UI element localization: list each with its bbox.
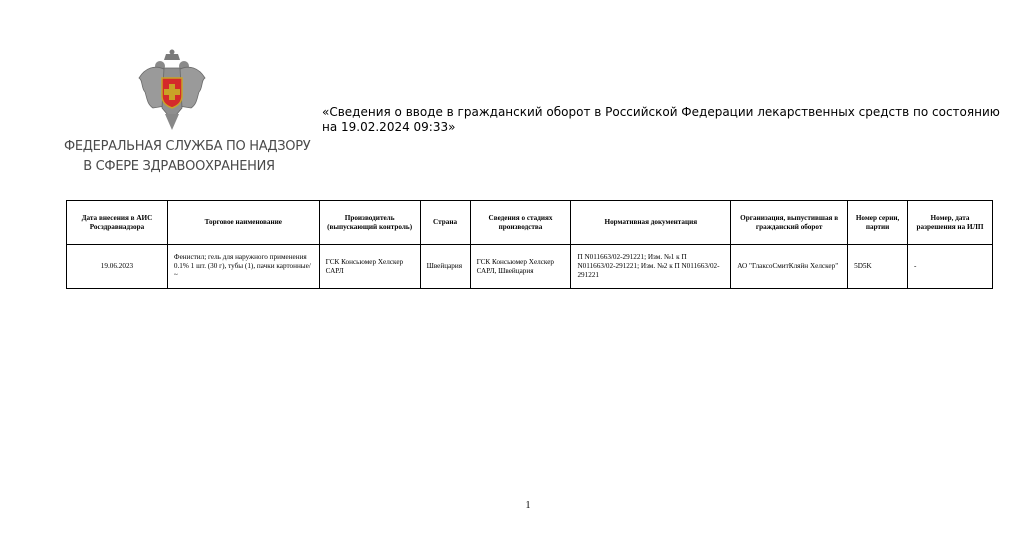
- cell-trade-name: Фенистил; гель для наружного применения 0.1% 1 шт. (30 г), тубы (1), пачки картонные/ ~: [167, 245, 319, 289]
- org-name: [64, 137, 311, 177]
- column-header-organization: Организация, выпустившая в гражданский оборот: [731, 201, 848, 245]
- roszdravnadzor-emblem-icon: [137, 48, 207, 133]
- report-title: «Сведения о вводе в гражданский оборот в Российской Федерации лекарственных средств по состоянию на 19.02.2024 09:33»: [322, 105, 1000, 134]
- page-number: 1: [525, 500, 531, 511]
- cell-date: 19.06.2023: [67, 245, 168, 289]
- column-header-permit: Номер, дата разрешения на ИЛП: [908, 201, 993, 245]
- cell-production-stages: ГСК Консьюмер Хелскер САРЛ, Швейцария: [470, 245, 571, 289]
- column-header-manufacturer: Производитель (выпускающий контроль): [319, 201, 420, 245]
- cell-batch-number: 5D5K: [848, 245, 908, 289]
- cell-organization: АО "ГлаксоСмитКляйн Хелскер": [731, 245, 848, 289]
- medicines-table: [66, 200, 993, 289]
- cell-permit: -: [908, 245, 993, 289]
- column-header-trade-name: Торговое наименование: [167, 201, 319, 245]
- table-row: [67, 245, 993, 289]
- cell-manufacturer: ГСК Консьюмер Хелскер САРЛ: [319, 245, 420, 289]
- column-header-production-stages: Сведения о стадиях производства: [470, 201, 571, 245]
- cell-country: Швейцария: [420, 245, 470, 289]
- column-header-batch-number: Номер серии, партии: [848, 201, 908, 245]
- table-header-row: [67, 201, 993, 245]
- org-name-line-1: ФЕДЕРАЛЬНАЯ СЛУЖБА ПО НАДЗОРУ: [64, 139, 311, 154]
- column-header-date: Дата внесения в АИС Росздравнадзора: [67, 201, 168, 245]
- column-header-country: Страна: [420, 201, 470, 245]
- org-name-line-2: В СФЕРЕ ЗДРАВООХРАНЕНИЯ: [83, 159, 275, 174]
- column-header-regulatory-docs: Нормативная документация: [571, 201, 731, 245]
- cell-regulatory-docs: П N011663/02-291221; Изм. №1 к П N011663/02-291221; Изм. №2 к П N011663/02-291221: [571, 245, 731, 289]
